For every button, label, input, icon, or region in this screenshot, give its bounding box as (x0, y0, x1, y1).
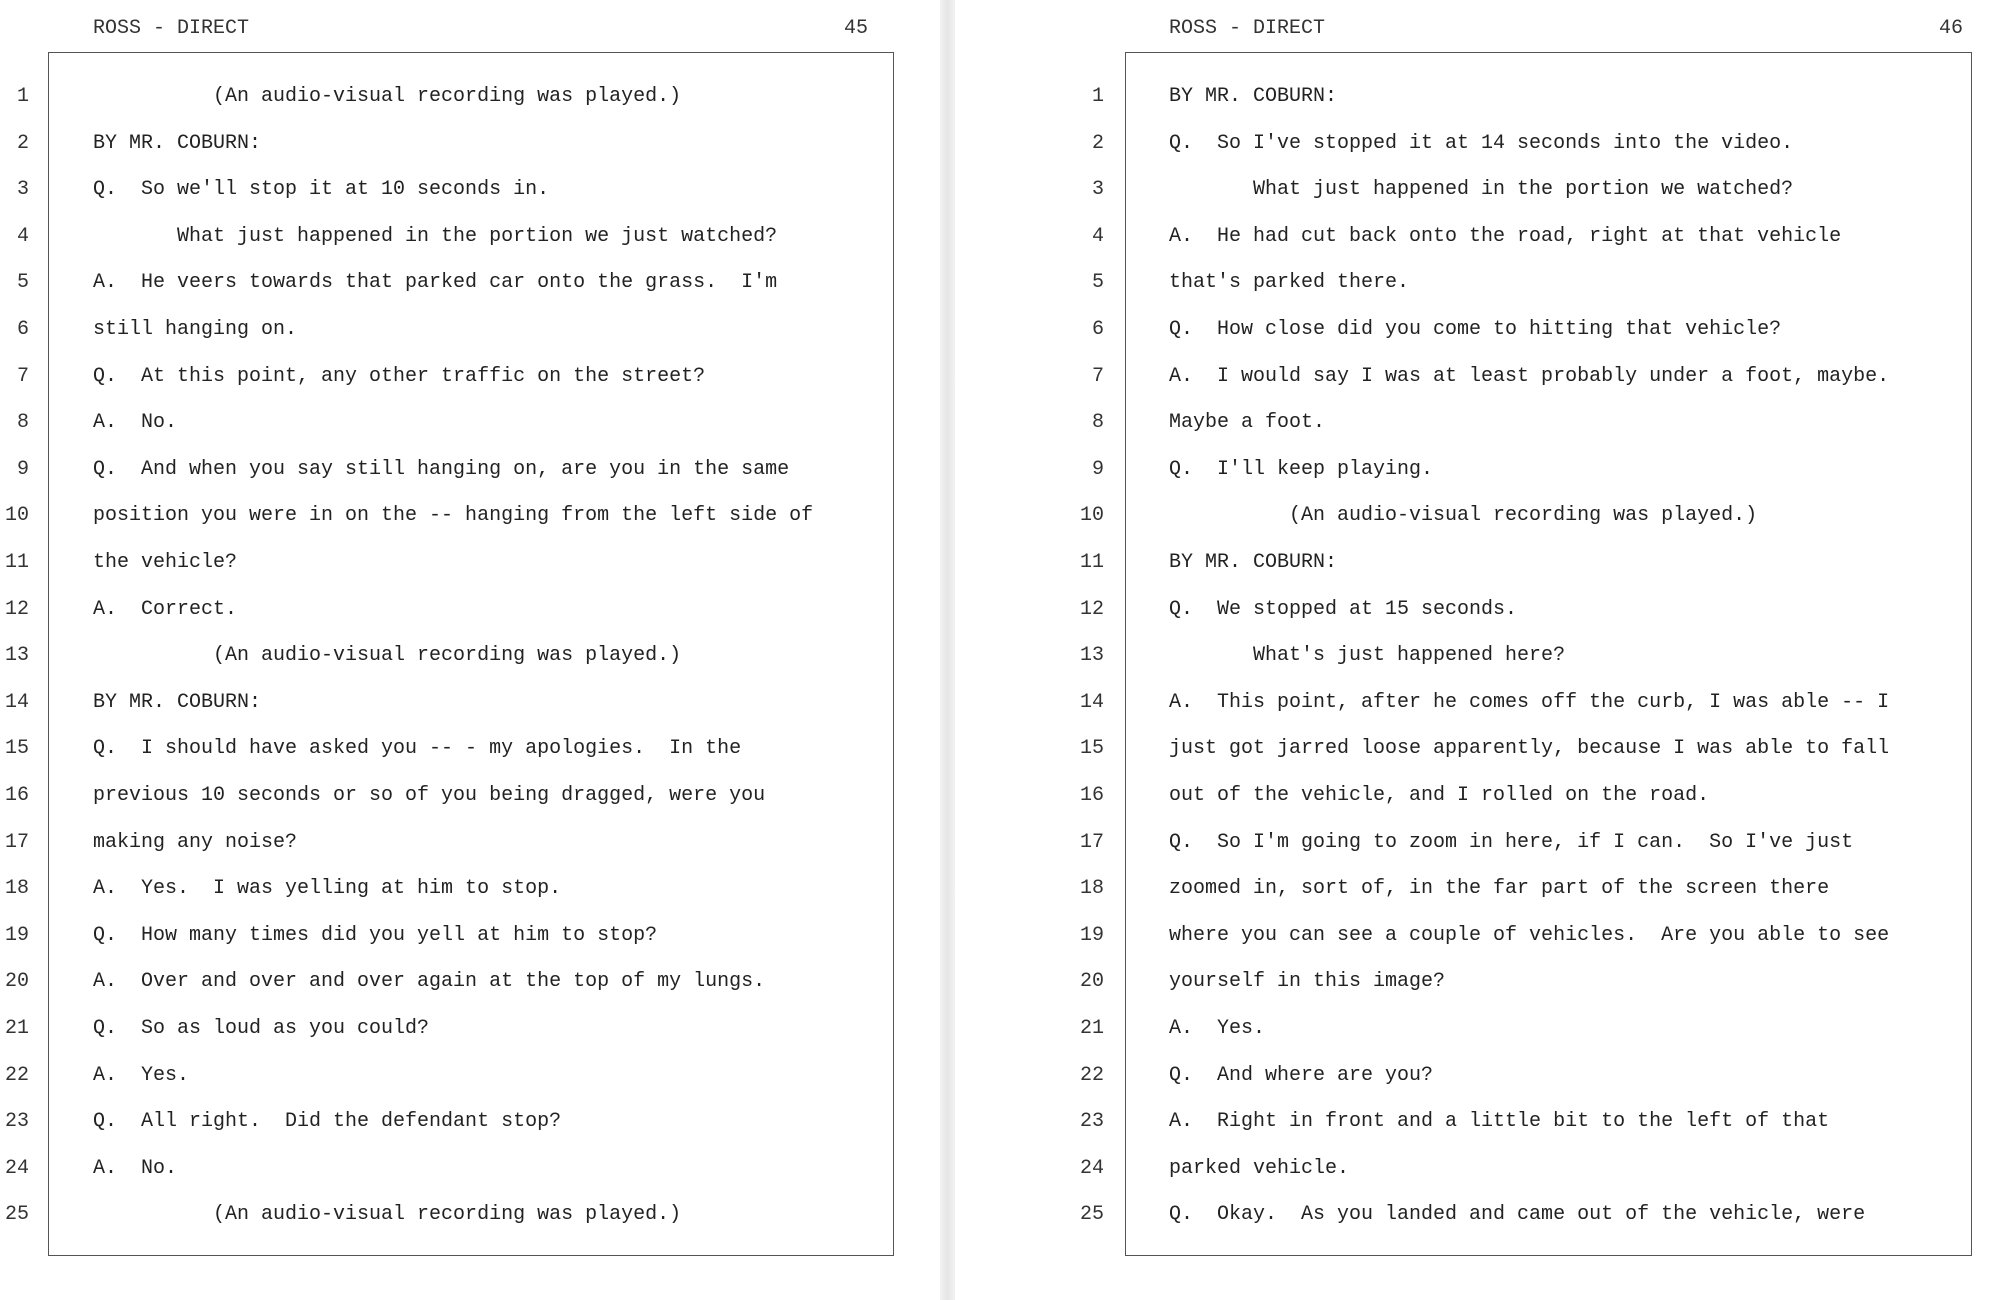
transcript-line (955, 1006, 2000, 1052)
line-text: just got jarred loose apparently, because I was able to fall (1169, 737, 1890, 761)
line-number: 4 (1091, 224, 1104, 248)
transcript-line (955, 726, 2000, 772)
transcript-line (955, 447, 2000, 493)
transcript-line (0, 866, 940, 912)
line-number: 23 (1079, 1110, 1104, 1134)
line-number: 17 (4, 830, 29, 854)
line-number: 2 (16, 131, 29, 155)
line-number: 22 (4, 1063, 29, 1087)
line-number: 7 (16, 364, 29, 388)
transcript-line (955, 1192, 2000, 1238)
transcript-line (955, 1146, 2000, 1192)
line-number: 6 (1091, 318, 1104, 341)
transcript-line (0, 913, 940, 959)
line-number: 19 (1079, 923, 1104, 947)
line-text: Q. Okay. As you landed and came out of the vehicle, were (1169, 1203, 1866, 1227)
line-text: A. No. (93, 411, 178, 435)
line-text: BY MR. COBURN: (93, 690, 262, 714)
line-text: Q. And when you say still hanging on, are you in the same (93, 457, 790, 481)
line-text: Q. So I've stopped it at 14 seconds into the video. (1169, 131, 1794, 155)
line-text: previous 10 seconds or so of you being dragged, were you (93, 784, 766, 807)
line-number: 14 (4, 690, 29, 714)
page-header-witness: ROSS - DIRECT (1169, 17, 1326, 40)
line-text: the vehicle? (93, 551, 238, 574)
transcript-line (955, 167, 2000, 213)
line-text: that's parked there. (1169, 271, 1410, 295)
transcript-line (0, 260, 940, 306)
transcript-line (0, 959, 940, 1005)
line-number: 19 (4, 923, 29, 947)
line-text: Q. At this point, any other traffic on the street? (93, 364, 706, 388)
transcript-line (0, 1099, 940, 1145)
line-text: Q. And where are you? (1169, 1063, 1434, 1087)
line-text: Q. So as loud as you could? (93, 1017, 430, 1040)
line-text: BY MR. COBURN: (1169, 551, 1338, 574)
line-text: What's just happened here? (1169, 644, 1566, 668)
line-text: Q. I should have asked you -- - my apologies. In the (93, 737, 742, 761)
transcript-line (955, 587, 2000, 633)
transcript-line (0, 447, 940, 493)
line-number: 13 (1079, 644, 1104, 668)
transcript-page-45 (0, 0, 940, 1300)
transcript-line (955, 680, 2000, 726)
transcript-line (955, 773, 2000, 819)
transcript-line (955, 214, 2000, 260)
transcript-line (0, 307, 940, 353)
transcript-line (0, 1146, 940, 1192)
line-text: A. Yes. (93, 1063, 190, 1087)
line-text: making any noise? (93, 830, 298, 854)
line-number: 17 (1079, 830, 1104, 854)
line-text: (An audio-visual recording was played.) (1169, 504, 1758, 528)
line-text: Q. So we'll stop it at 10 seconds in. (93, 178, 550, 202)
transcript-line (0, 587, 940, 633)
line-number: 12 (1079, 597, 1104, 621)
transcript-line (955, 820, 2000, 866)
transcript-line (0, 1053, 940, 1099)
line-number: 4 (16, 224, 29, 248)
line-number: 25 (4, 1203, 29, 1227)
transcript-line (0, 773, 940, 819)
line-number: 25 (1079, 1203, 1104, 1227)
line-number: 24 (4, 1156, 29, 1180)
line-number: 1 (1091, 85, 1104, 108)
line-text: A. Yes. (1169, 1017, 1266, 1040)
line-number: 14 (1079, 690, 1104, 714)
line-text: Q. How many times did you yell at him to stop? (93, 923, 658, 947)
line-text: A. No. (93, 1156, 178, 1180)
line-number: 11 (1079, 551, 1104, 574)
line-number: 9 (16, 457, 29, 481)
transcript-line (0, 1192, 940, 1238)
line-number: 5 (1091, 271, 1104, 295)
transcript-line (0, 167, 940, 213)
page-header-witness: ROSS - DIRECT (93, 17, 250, 40)
line-number: 20 (4, 970, 29, 994)
transcript-line (955, 540, 2000, 586)
line-number: 15 (1079, 737, 1104, 761)
transcript-line (0, 1006, 940, 1052)
transcript-line (0, 540, 940, 586)
transcript-line (0, 214, 940, 260)
transcript-line (0, 74, 940, 120)
transcript-line (0, 680, 940, 726)
line-number: 8 (1091, 411, 1104, 435)
transcript-line (0, 633, 940, 679)
line-text: BY MR. COBURN: (93, 131, 262, 155)
line-number: 9 (1091, 457, 1104, 481)
line-text: position you were in on the -- hanging from the left side of (93, 504, 814, 528)
line-number: 18 (4, 877, 29, 901)
page-divider (940, 0, 955, 1300)
line-number: 8 (16, 411, 29, 435)
line-text: Q. How close did you come to hitting that vehicle? (1169, 318, 1782, 341)
line-number: 24 (1079, 1156, 1104, 1180)
transcript-line (955, 633, 2000, 679)
line-text: (An audio-visual recording was played.) (93, 85, 682, 108)
line-text: out of the vehicle, and I rolled on the road. (1169, 784, 1710, 807)
line-number: 21 (4, 1017, 29, 1040)
transcript-line (955, 260, 2000, 306)
line-text: A. He had cut back onto the road, right at that vehicle (1169, 224, 1842, 248)
line-text: still hanging on. (93, 318, 298, 341)
line-number: 5 (16, 271, 29, 295)
transcript-page-46 (955, 0, 2000, 1300)
line-number: 16 (4, 784, 29, 807)
line-number: 10 (4, 504, 29, 528)
transcript-line (955, 354, 2000, 400)
line-text: A. This point, after he comes off the curb, I was able -- I (1169, 690, 1890, 714)
line-number: 21 (1079, 1017, 1104, 1040)
line-number: 15 (4, 737, 29, 761)
line-number: 18 (1079, 877, 1104, 901)
transcript-line (955, 1053, 2000, 1099)
line-text: A. Correct. (93, 597, 238, 621)
transcript-line (955, 866, 2000, 912)
transcript-line (0, 726, 940, 772)
line-text: What just happened in the portion we just watched? (93, 224, 778, 248)
line-number: 22 (1079, 1063, 1104, 1087)
line-number: 23 (4, 1110, 29, 1134)
line-text: A. He veers towards that parked car onto the grass. I'm (93, 271, 778, 295)
transcript-line (955, 1099, 2000, 1145)
line-text: (An audio-visual recording was played.) (93, 1203, 682, 1227)
line-text: A. Right in front and a little bit to the left of that (1169, 1110, 1830, 1134)
transcript-line (955, 74, 2000, 120)
line-text: yourself in this image? (1169, 970, 1446, 994)
line-text: A. I would say I was at least probably under a foot, maybe. (1169, 364, 1890, 388)
line-number: 1 (16, 85, 29, 108)
line-text: Q. We stopped at 15 seconds. (1169, 597, 1518, 621)
transcript-line (955, 959, 2000, 1005)
line-text: A. Over and over and over again at the top of my lungs. (93, 970, 766, 994)
page-number: 46 (1938, 17, 1963, 40)
line-number: 3 (16, 178, 29, 202)
transcript-line (0, 820, 940, 866)
line-text: zoomed in, sort of, in the far part of the screen there (1169, 877, 1830, 901)
page-number: 45 (843, 17, 868, 40)
line-number: 16 (1079, 784, 1104, 807)
line-number: 7 (1091, 364, 1104, 388)
line-number: 20 (1079, 970, 1104, 994)
line-number: 2 (1091, 131, 1104, 155)
transcript-line (955, 913, 2000, 959)
transcript-line (0, 354, 940, 400)
line-text: Q. So I'm going to zoom in here, if I can. So I've just (1169, 830, 1854, 854)
transcript-line (955, 307, 2000, 353)
transcript-line (0, 493, 940, 539)
transcript-line (955, 493, 2000, 539)
line-text: What just happened in the portion we watched? (1169, 178, 1794, 202)
line-text: Q. I'll keep playing. (1169, 457, 1434, 481)
line-number: 3 (1091, 178, 1104, 202)
line-number: 10 (1079, 504, 1104, 528)
line-number: 6 (16, 318, 29, 341)
line-text: where you can see a couple of vehicles. Are you able to see (1169, 923, 1890, 947)
line-text: BY MR. COBURN: (1169, 85, 1338, 108)
transcript-line (0, 400, 940, 446)
line-text: Q. All right. Did the defendant stop? (93, 1110, 562, 1134)
line-number: 13 (4, 644, 29, 668)
transcript-line (0, 121, 940, 167)
line-number: 12 (4, 597, 29, 621)
line-text: Maybe a foot. (1169, 411, 1326, 435)
transcript-line (955, 400, 2000, 446)
line-text: (An audio-visual recording was played.) (93, 644, 682, 668)
line-text: parked vehicle. (1169, 1156, 1350, 1180)
line-number: 11 (4, 551, 29, 574)
transcript-line (955, 121, 2000, 167)
line-text: A. Yes. I was yelling at him to stop. (93, 877, 562, 901)
